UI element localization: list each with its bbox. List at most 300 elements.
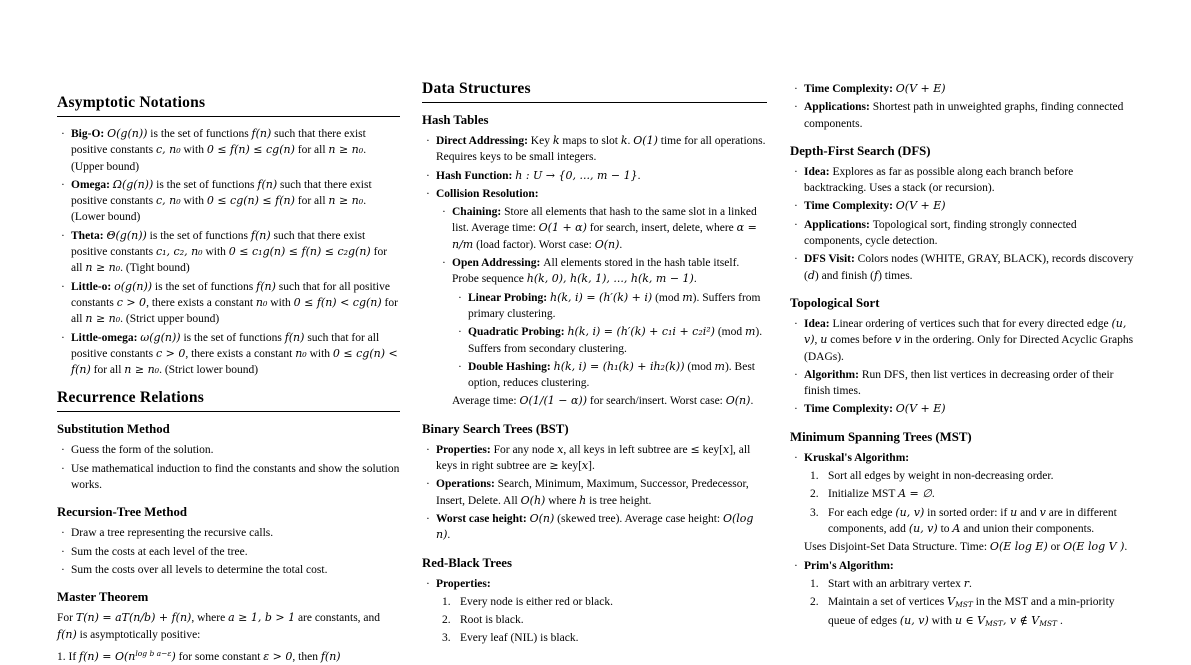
- text-run: For each edge: [828, 506, 896, 519]
- text-run: , then: [292, 650, 321, 663]
- math-text: k: [552, 134, 560, 147]
- text-run: , all keys in left subtree are: [563, 443, 691, 456]
- math-text: 0 ≤ cg(n) < f(n): [71, 346, 398, 377]
- text-run: with: [306, 347, 333, 360]
- bullet-item: [438, 204, 767, 253]
- text-run: .: [619, 238, 623, 251]
- text-run: , there exists a constant: [185, 347, 296, 360]
- bullet-item: [57, 562, 400, 578]
- bullet-item: [57, 177, 400, 226]
- text-run: . (Tight bound): [120, 262, 190, 275]
- text-run: with: [180, 195, 207, 208]
- text-run: is tree height.: [586, 494, 652, 507]
- item-text: [436, 576, 767, 592]
- math-text: (u, v): [908, 521, 938, 535]
- bullet-item: [790, 198, 1136, 214]
- section-rule: [57, 411, 400, 412]
- bullet-item: [422, 511, 767, 544]
- item-text: [71, 126, 400, 175]
- text-run: 1. If: [57, 650, 80, 663]
- item-text: [71, 525, 400, 541]
- bullet-item: [422, 186, 767, 202]
- math-text: f(n): [57, 627, 77, 641]
- math-text: 0 ≤ f(n) ≤ cg(n): [206, 143, 295, 157]
- bold-label: Linear Probing:: [468, 291, 550, 304]
- item-text: [468, 290, 767, 323]
- bullet-marker: ·: [442, 257, 446, 270]
- bullet-item: [57, 330, 400, 379]
- math-text: n ≥ n₀: [124, 363, 160, 377]
- bullet-marker: ·: [458, 360, 462, 373]
- item-text: [71, 544, 400, 560]
- bullet-marker: ·: [794, 253, 798, 266]
- text-run: For any node: [493, 443, 558, 456]
- bullet-item: [790, 217, 1136, 250]
- item-text: [436, 511, 767, 544]
- text-run: Sum the costs at each level of the tree.: [71, 545, 248, 558]
- math-text: k: [620, 134, 628, 147]
- text-run: for some constant: [175, 650, 264, 663]
- section-title: Asymptotic Notations: [57, 94, 206, 111]
- bullet-item: [422, 576, 767, 592]
- math-text: f(n): [320, 649, 341, 663]
- math-subscript: MST: [985, 619, 1003, 629]
- item-number: 3.: [442, 632, 451, 645]
- math-text: O(n): [725, 394, 751, 408]
- numbered-item: [438, 630, 767, 646]
- bullet-marker: ·: [794, 165, 798, 178]
- text-run: (skewed tree). Average case height:: [554, 512, 723, 525]
- bullet-item: [790, 558, 1136, 574]
- math-text: (u, v): [895, 505, 925, 519]
- text-run: ], all keys in right subtree are: [436, 443, 751, 473]
- math-text: r: [963, 576, 969, 590]
- item-text: [804, 251, 1136, 284]
- item-text: [804, 450, 1136, 466]
- bullet-marker: ·: [794, 101, 798, 114]
- text-run: such that for all positive constants: [71, 331, 380, 360]
- math-text: v: [894, 333, 901, 347]
- bullet-item: [57, 279, 400, 328]
- math-text: n ≥ n₀: [328, 143, 364, 157]
- paragraph: [57, 610, 400, 643]
- math-text: 0 ≤ f(n) < cg(n): [293, 295, 382, 309]
- text-run: for all: [294, 195, 329, 208]
- item-text: [71, 461, 400, 494]
- bullet-marker: ·: [426, 512, 430, 525]
- text-run: with: [180, 144, 207, 157]
- math-text: x: [581, 459, 589, 473]
- numbered-item: [806, 486, 1136, 502]
- text-run: ) and finish (: [814, 269, 874, 282]
- text-run: , there exists a constant: [146, 296, 256, 309]
- item-text: [468, 359, 767, 392]
- text-run: (mod: [714, 326, 745, 339]
- bullet-item: [790, 367, 1136, 400]
- item-text: [804, 164, 1136, 197]
- text-run: Run DFS, then list vertices in decreasing order of their finish times.: [804, 368, 1114, 398]
- item-text: [804, 99, 1136, 132]
- bold-label: Time Complexity:: [804, 200, 896, 213]
- bullet-marker: ·: [794, 451, 798, 464]
- bullet-item: [57, 461, 400, 494]
- math-text: f(n): [284, 330, 305, 344]
- text-run: Key: [530, 135, 553, 147]
- item-text: [71, 562, 400, 578]
- math-text: f(n): [257, 177, 278, 191]
- bold-label: Collision Resolution:: [436, 187, 539, 200]
- item-number: 1.: [442, 595, 451, 608]
- text-run: such that there exist positive constants: [71, 178, 372, 208]
- text-run: is asymptotically positive:: [76, 628, 201, 641]
- item-number: 2.: [442, 614, 451, 627]
- item-text: [460, 612, 767, 628]
- text-run: key[: [699, 443, 723, 456]
- subsection-title: Master Theorem: [57, 590, 149, 605]
- math-text: A: [952, 521, 961, 535]
- numbered-item: [438, 612, 767, 628]
- subsection-title: Recursion-Tree Method: [57, 505, 187, 520]
- text-run: . (Strict upper bound): [120, 313, 220, 326]
- text-run: . (Lower bound): [71, 195, 367, 224]
- math-text: n ≥ n₀: [85, 312, 121, 326]
- math-text: o(g(n)): [114, 279, 153, 293]
- text-run: such that there exist positive constants: [71, 229, 366, 259]
- text-run: .: [1124, 541, 1128, 554]
- math-text: m: [744, 325, 756, 339]
- subsection-title: Minimum Spanning Trees (MST): [790, 429, 972, 444]
- item-text: [436, 168, 767, 184]
- bold-label: Theta:: [71, 229, 107, 242]
- bullet-marker: ·: [426, 478, 430, 491]
- column-right: [790, 81, 1136, 635]
- math-text: O(V + E): [895, 402, 946, 416]
- text-run: Draw a tree representing the recursive calls.: [71, 527, 274, 540]
- math-text: O(E log V ): [1063, 540, 1125, 554]
- text-run: ). Suffers from secondary clustering.: [468, 326, 763, 355]
- text-run: is the set of functions: [153, 178, 258, 191]
- math-text: α = n/m: [452, 221, 757, 251]
- math-subscript: MST: [1039, 619, 1058, 629]
- bullet-item: [57, 544, 400, 560]
- math-text: O(h): [520, 493, 546, 507]
- item-text: [828, 486, 1136, 502]
- bullet-item: [790, 450, 1136, 466]
- text-run: ). Suffers from primary clustering.: [468, 291, 761, 320]
- item-text: [71, 330, 400, 379]
- bullet-marker: ·: [61, 331, 65, 344]
- bold-label: Idea:: [804, 165, 833, 178]
- text-run: Root is black.: [460, 614, 524, 627]
- text-run: Use mathematical induction to find the constants and show the solution works.: [71, 462, 400, 492]
- math-text: O(E log E): [989, 540, 1048, 554]
- text-run: in the MST and a min-priority queue of edges: [828, 596, 1115, 628]
- math-text: f(n): [256, 279, 276, 293]
- math-text: ≤: [690, 442, 700, 456]
- bullet-marker: ·: [426, 187, 430, 200]
- bullet-item: [57, 525, 400, 541]
- bold-label: Properties:: [436, 577, 491, 590]
- text-run: such that there exist positive constants: [71, 128, 366, 157]
- bold-label: DFS Visit:: [804, 253, 858, 266]
- item-number: 2.: [810, 488, 819, 501]
- bullet-marker: ·: [61, 229, 65, 242]
- bullet-item: [422, 476, 767, 509]
- text-run: . (Upper bound): [71, 144, 367, 173]
- item-text: [71, 279, 400, 328]
- subsection-title: Substitution Method: [57, 422, 170, 437]
- math-text: n ≥ n₀: [328, 194, 364, 208]
- text-run: All elements stored in the hash table itself. Probe sequence: [452, 257, 740, 286]
- math-text: h(k, i) = (h₁(k) + ih₂(k)): [553, 359, 685, 373]
- bullet-marker: ·: [794, 83, 798, 95]
- bold-label: Applications:: [804, 218, 873, 231]
- math-text: c > 0: [116, 295, 147, 309]
- bullet-marker: ·: [442, 206, 446, 219]
- text-run: Guess the form of the solution.: [71, 444, 214, 457]
- bold-label: Worst case height:: [436, 512, 530, 525]
- bullet-marker: ·: [61, 178, 65, 191]
- math-text: n ≥ n₀: [85, 261, 121, 275]
- item-text: [452, 255, 767, 288]
- math-text: Θ(g(n)): [106, 228, 147, 242]
- math-text: O(1): [633, 134, 658, 147]
- item-text: [71, 228, 400, 277]
- item-text: [436, 186, 767, 202]
- math-text: f(n) = O(n: [79, 649, 136, 663]
- math-text: x: [557, 442, 564, 456]
- bullet-item: [790, 316, 1136, 365]
- section-rule: [422, 102, 767, 103]
- math-text: a ≥ 1, b > 1: [228, 611, 296, 625]
- math-text: O(V + E): [895, 199, 946, 213]
- text-run: .: [750, 395, 754, 408]
- text-run: with: [202, 246, 229, 259]
- bold-label: Prim's Algorithm:: [804, 559, 894, 572]
- text-run: is the set of functions: [146, 229, 251, 242]
- math-text: h : U → {0, ..., m − 1}: [515, 168, 638, 182]
- item-text: [804, 316, 1136, 365]
- bullet-marker: ·: [426, 577, 430, 590]
- text-run: or: [1047, 541, 1064, 554]
- bullet-item: [57, 228, 400, 277]
- math-superscript: log b a−ε: [135, 648, 172, 658]
- bold-label: Time Complexity:: [804, 83, 896, 95]
- bold-label: Properties:: [436, 443, 494, 456]
- math-text: f: [873, 268, 879, 282]
- bold-label: Big-O:: [71, 128, 108, 140]
- item-text: [460, 594, 767, 610]
- text-run: is the set of functions: [147, 128, 252, 140]
- math-text: V: [947, 595, 956, 609]
- text-run: Average time:: [452, 395, 520, 408]
- bullet-item: [57, 126, 400, 175]
- numbered-item: [806, 505, 1136, 538]
- text-run: (mod: [684, 360, 715, 373]
- bullet-item: [454, 290, 767, 323]
- item-text: [828, 576, 1136, 592]
- text-run: ). Best option, reduces clustering.: [468, 360, 755, 390]
- bold-label: Algorithm:: [804, 368, 862, 381]
- math-text: O(n): [594, 237, 620, 251]
- bullet-item: [454, 324, 767, 357]
- subsection-title: Red-Black Trees: [422, 555, 512, 570]
- math-text: c, n₀: [155, 143, 181, 157]
- text-run: and: [1017, 506, 1040, 519]
- paragraph: [57, 646, 400, 665]
- text-run: ) times.: [878, 269, 913, 282]
- math-text: u: [1010, 505, 1018, 519]
- bullet-marker: ·: [794, 368, 798, 381]
- math-text: h(k, i) = (h′(k) + i): [550, 290, 653, 304]
- text-run: .: [627, 135, 634, 147]
- math-text: m: [682, 290, 693, 304]
- bullet-item: [422, 133, 767, 166]
- bold-label: Chaining:: [452, 206, 505, 219]
- bold-label: Open Addressing:: [452, 257, 544, 270]
- text-run: with: [267, 296, 294, 309]
- text-run: Start with an arbitrary vertex: [828, 577, 964, 590]
- item-text: [804, 81, 1136, 97]
- bullet-item: [790, 81, 1136, 97]
- bold-label: Quadratic Probing:: [468, 326, 568, 339]
- text-run: are in different components, add: [828, 506, 1117, 535]
- math-text: (u, v): [804, 316, 1127, 347]
- text-run: time for all operations. Requires keys to be small integers.: [436, 135, 766, 164]
- bullet-marker: ·: [426, 169, 430, 182]
- bold-label: Direct Addressing:: [436, 135, 531, 147]
- math-text: m: [714, 359, 725, 373]
- numbered-item: [806, 468, 1136, 484]
- paragraph: [804, 539, 1136, 555]
- text-run: , where: [191, 612, 229, 625]
- bold-label: Operations:: [436, 478, 498, 491]
- math-text: f(n): [251, 127, 272, 140]
- math-text: v: [1039, 505, 1046, 519]
- bullet-item: [422, 168, 767, 184]
- item-text: [71, 177, 400, 226]
- bullet-item: [790, 401, 1136, 417]
- clipped-line: [57, 646, 400, 663]
- math-text: T(n) = aT(n/b) + f(n): [75, 611, 192, 625]
- bullet-marker: ·: [794, 218, 798, 231]
- text-run: and union their components.: [960, 522, 1095, 535]
- bullet-marker: ·: [61, 462, 65, 475]
- math-text: n₀: [255, 295, 268, 309]
- math-text: , v ∉ V: [1002, 614, 1040, 628]
- text-run: .: [931, 488, 935, 501]
- text-run: ].: [588, 460, 595, 473]
- item-number: 1.: [810, 470, 819, 483]
- column-middle: [422, 79, 767, 649]
- bullet-marker: ·: [61, 128, 65, 140]
- text-run: Search, Minimum, Maximum, Successor, Predecessor, Insert, Delete. All: [436, 478, 749, 507]
- text-run: key[: [558, 460, 582, 473]
- item-text: [828, 468, 1136, 484]
- text-run: Sum the costs over all levels to determine the total cost.: [71, 563, 328, 576]
- item-text: [804, 558, 1136, 574]
- math-text: c₁, c₂, n₀: [155, 245, 203, 259]
- item-text: [828, 505, 1136, 538]
- bullet-item: [422, 442, 767, 475]
- text-run: for search, insert, delete, where: [586, 222, 737, 235]
- bold-label: Time Complexity:: [804, 403, 896, 416]
- bullet-item: [790, 164, 1136, 197]
- section-title: Recurrence Relations: [57, 389, 205, 407]
- bullet-marker: ·: [794, 559, 798, 572]
- math-text: 0 ≤ cg(n) ≤ f(n): [206, 194, 295, 208]
- bullet-marker: ·: [426, 135, 430, 147]
- math-text: f(n): [250, 228, 271, 242]
- subsection-title: Depth-First Search (DFS): [790, 143, 931, 158]
- text-run: ,: [814, 334, 821, 347]
- bullet-marker: ·: [61, 527, 65, 540]
- math-text: c, n₀: [155, 194, 181, 208]
- text-run: .: [968, 577, 972, 590]
- text-run: maps to slot: [559, 135, 621, 147]
- text-run: Explores as far as possible along each branch before backtracking. Uses a stack (or recursion).: [804, 165, 1074, 195]
- item-text: [452, 204, 767, 253]
- text-run: to: [937, 522, 953, 535]
- text-run: . (Strict lower bound): [159, 364, 259, 377]
- subsection-title: Binary Search Trees (BST): [422, 421, 569, 436]
- column-left: [57, 93, 400, 663]
- section-title: Data Structures: [422, 80, 531, 97]
- text-run: comes before: [827, 334, 895, 347]
- bullet-marker: ·: [458, 291, 462, 304]
- bold-label: Omega:: [71, 178, 113, 191]
- text-run: For: [57, 612, 76, 625]
- bullet-marker: ·: [458, 326, 462, 339]
- item-text: [436, 442, 767, 475]
- bullet-item: [438, 255, 767, 288]
- math-text: 0 ≤ c₁g(n) ≤ f(n) ≤ c₂g(n): [228, 245, 371, 259]
- bullet-item: [790, 251, 1136, 284]
- text-run: (load factor). Worst case:: [473, 238, 595, 251]
- item-text: [436, 476, 767, 509]
- section-rule: [57, 116, 400, 117]
- bold-label: Little-o:: [71, 280, 115, 293]
- bullet-marker: ·: [61, 444, 65, 457]
- math-text: A = ∅: [898, 487, 932, 501]
- text-run: for all: [71, 246, 388, 275]
- math-text: O(g(n)): [107, 127, 148, 140]
- math-text: n₀: [295, 346, 307, 360]
- bullet-item: [57, 442, 400, 458]
- text-run: .: [693, 273, 697, 286]
- text-run: Colors nodes (WHITE, GRAY, BLACK), records discovery (: [804, 253, 1134, 282]
- text-run: are constants, and: [295, 612, 381, 625]
- math-text: Ω(g(n)): [112, 177, 154, 191]
- math-text: ): [171, 649, 176, 663]
- paragraph: [452, 393, 767, 409]
- text-run: Uses Disjoint-Set Data Structure. Time:: [804, 541, 990, 554]
- bold-label: Hash Function:: [436, 169, 516, 182]
- item-number: 2.: [810, 596, 819, 609]
- text-run: for all: [90, 364, 125, 377]
- subsection-title: Hash Tables: [422, 113, 489, 127]
- text-run: Maintain a set of vertices: [828, 596, 948, 609]
- item-number: 1.: [810, 577, 819, 590]
- math-text: O(1/(1 − α)): [519, 394, 588, 408]
- text-run: Topological sort, finding strongly connected components, cycle detection.: [804, 218, 1077, 248]
- math-text: O(n): [529, 511, 555, 525]
- numbered-item: [438, 594, 767, 610]
- text-run: is the set of functions: [152, 280, 257, 293]
- text-run: such that for all positive constants: [71, 280, 390, 309]
- math-text: O(1 + α): [538, 221, 587, 235]
- bold-label: Applications:: [804, 101, 873, 114]
